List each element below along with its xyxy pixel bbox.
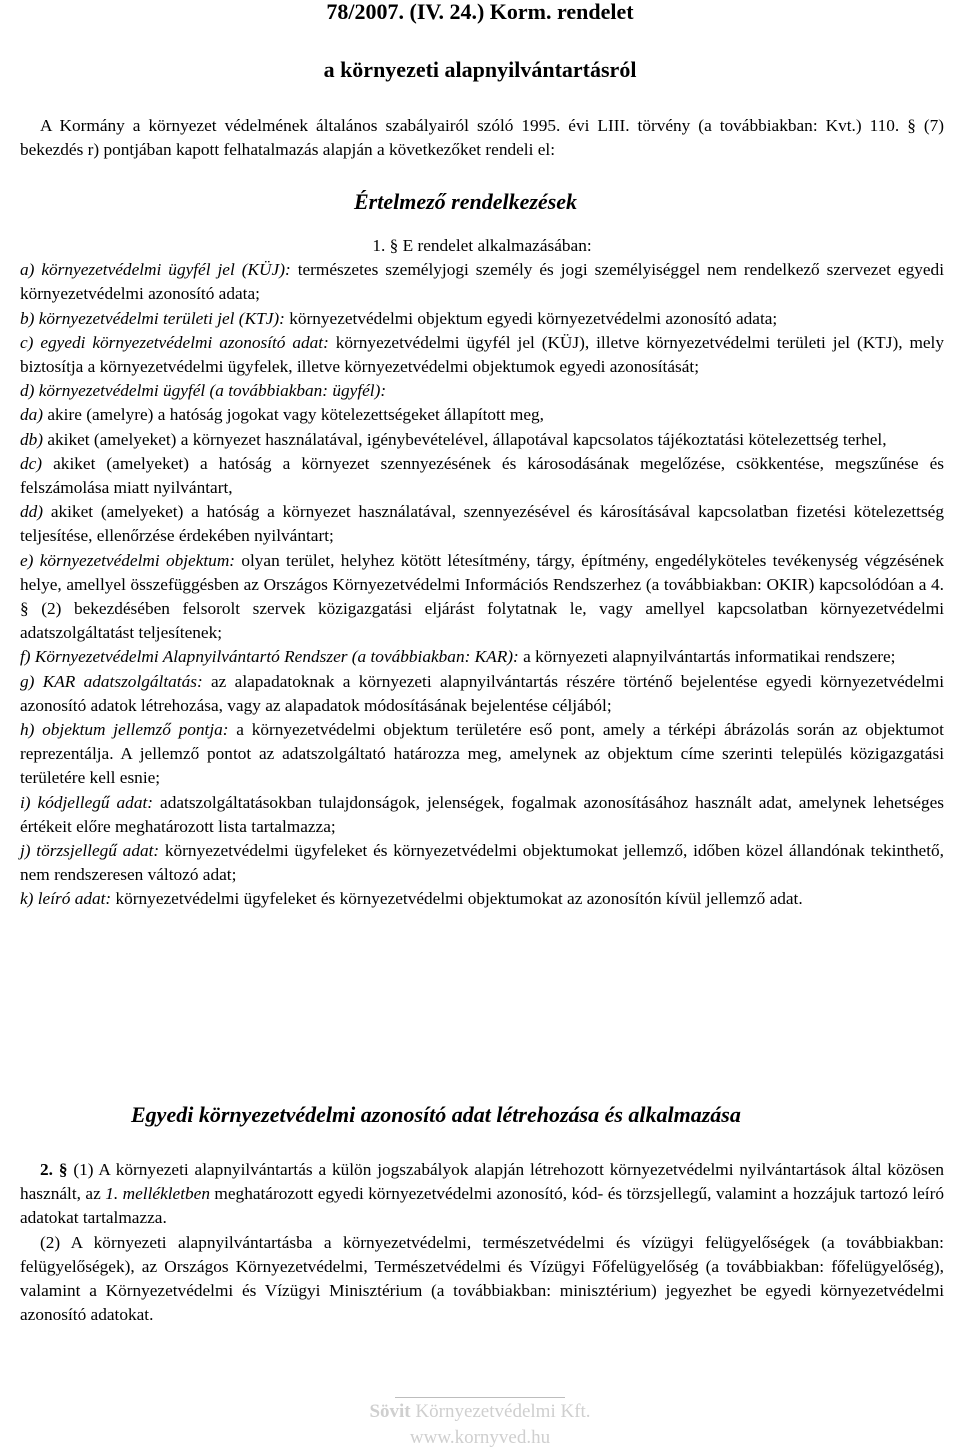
definition-text: környezetvédelmi ügyfél jel (KÜJ), illetve környezetvédelmi területi jel (KTJ), mely biztosítja a környezetvédelmi ügyfelek, illetve környezetvédelmi objektumok egyedi azonosítását; [20,332,945,377]
definition-text: környezetvédelmi ügyfeleket és környezetvédelmi objektumokat az azonosítón kívül jellemző adat. [111,889,803,909]
section-heading-identifiers: Egyedi környezetvédelmi azonosító adat létrehozása és alkalmazása [131,1102,741,1127]
section-number: 2. § [40,1160,68,1179]
definition-term: dd) [20,502,44,522]
definition-list [20,258,944,911]
definition-term: d) környezetvédelmi ügyfél (a továbbiakban: ügyfél): [20,381,387,401]
definition-term: b) környezetvédelmi területi jel (KTJ): [20,308,285,328]
definition-item [20,791,944,839]
definition-term: dc) [20,453,43,473]
section-heading-definitions: Értelmező rendelkezések [354,189,578,214]
footer-url: www.kornyved.hu [409,1427,551,1448]
document-subtitle: a környezeti alapnyilvántartásról [323,57,637,82]
section1-body [20,234,944,912]
definition-item [20,500,944,548]
definition-item [20,887,944,911]
preamble: A Kormány a környezet védelmének általános szabályairól szóló 1995. évi LIII. törvény (a továbbiakban: Kvt.) 110. § (7) bekezdés r) pontjában kapott felhatalmazás alapján a következőket rendeli el: [20,116,944,160]
definition-item [20,645,944,669]
section2-p1-text-b: meghatározott egyedi környezetvédelmi azonosító, kód- és törzsjellegű, valamint a hozzájuk tartozó leíró adatokat tartalmazza. [20,1184,944,1228]
annex-reference: 1. mellékletben [105,1184,210,1204]
footer-brand: Sövit [369,1401,411,1422]
definition-text: olyan terület, helyhez kötött létesítmény, tárgy, építmény, engedélyköteles tevékenység végzésének helye, amellyel összefüggésben az Országos Környezetvédelmi Információs Rendszerhez (a továbbiakban: OKIR) kapcsolódóan a 4. § (2) bekezdésében felsorolt szervek közigazgatási eljárást folytatnak le, vagy amellyel kapcsolatban környezetvédelmi adatszolgáltatást teljesítenek; [20,550,944,643]
definition-text: a környezeti alapnyilvántartás informatikai rendszere; [518,647,896,667]
definition-term: da) [20,405,44,425]
definition-item [20,307,944,331]
definition-term: k) leíró adat: [20,889,112,909]
section2-p1-text-a: (1) A környezeti alapnyilvántartás a külön jogszabályok alapján létrehozott környezetvédelmi nyilvántartások által közösen használt, az [20,1160,945,1204]
definition-text: akiket (amelyeket) a környezet használatával, igénybevételével, állapotával kapcsolatos tájékoztatási kötelezettség terhel, [43,429,887,449]
definition-text: környezetvédelmi ügyfeleket és környezetvédelmi objektumokat jellemző, időben közel állandónak tekinthető, nem rendszeresen változó adat; [20,841,944,885]
definition-term: db) [20,429,44,449]
definition-term: h) objektum jellemző pontja: [20,720,229,740]
definition-item [20,258,944,306]
definition-item [20,331,944,379]
definition-item [20,839,944,887]
definition-term: g) KAR adatszolgáltatás: [20,671,203,691]
section2-paragraph-2: (2) A környezeti alapnyilvántartásba a környezetvédelmi, természetvédelmi és vízügyi felügyelőségek (a továbbiakban: felügyelőségek), az Országos Környezetvédelmi, Természetvédelmi és Vízügyi Főfelügyelőség (a továbbiakban: főfelügyelőség), valamint a Környezetvédelmi és Vízügyi Minisztérium (a továbbiakban: minisztérium) jegyezhet be egyedi környezetvédelmi azonosító adatokat. [20,1232,944,1325]
footer-company: Környezetvédelmi Kft. [415,1401,591,1422]
definition-item [20,670,944,718]
definition-text: adatszolgáltatásokban tulajdonságok, jelenségek, fogalmak azonosításához használt adat, amelynek lehetséges értékeit előre meghatározott lista tartalmazza; [20,792,945,836]
definition-text: akiket (amelyeket) a hatóság a környezet szennyezésének és károsodásának megelőzése, csökkentése, megszűnése és felszámolása miatt nyilvántart, [20,453,944,498]
definition-term: i) kódjellegű adat: [20,792,154,812]
definition-text: az alapadatoknak a környezeti alapnyilvántartás részére történő bejelentése egyedi környezetvédelmi azonosító adatok létrehozása, vagy az alapadatok módosításának bejelentése céljából; [20,671,944,715]
document-title: 78/2007. (IV. 24.) Korm. rendelet [326,0,634,24]
definition-text: a környezetvédelmi objektum területére eső pont, amely a térképi ábrázolás során az objektumot reprezentálja. A jellemző pontot az adatszolgáltató határozza meg, amelynek az objektum címe szerinti település közigazgatási területére kell esnie; [20,720,944,788]
definition-term: f) Környezetvédelmi Alapnyilvántartó Rendszer (a továbbiakban: KAR): [20,647,519,667]
section1-intro: 1. § E rendelet alkalmazásában: [372,236,592,255]
definition-item [20,379,944,403]
section2-body [20,1158,944,1327]
definition-term: c) egyedi környezetvédelmi azonosító adat: [20,332,329,352]
definition-term: a) környezetvédelmi ügyfél jel (KÜJ): [20,260,291,280]
definition-item [20,428,944,452]
definition-text: környezetvédelmi objektum egyedi környezetvédelmi azonosító adata; [284,308,778,328]
definition-text: akiket (amelyeket) a hatóság a környezet használatával, szennyezésével és károsításával kapcsolatban fizetési kötelezettség teljesítése, ellenőrzése érdekében nyilvántart; [20,502,944,546]
definition-text: természetes személyjogi személy és jogi személyiséggel nem rendelkező szervezet egyedi környezetvédelmi azonosító adata; [20,260,944,304]
definition-item [20,549,944,646]
definition-term: e) környezetvédelmi objektum: [20,550,236,570]
definition-item [20,403,944,427]
definition-item [20,718,944,791]
preamble-block [20,114,944,162]
definition-item [20,452,944,500]
section2-paragraph-1 [20,1158,944,1231]
definition-term: j) törzsjellegű adat: [20,841,160,861]
definition-text: akire (amelyre) a hatóság jogokat vagy kötelezettségeket állapított meg, [43,405,545,425]
footer-company-line [0,1398,960,1425]
